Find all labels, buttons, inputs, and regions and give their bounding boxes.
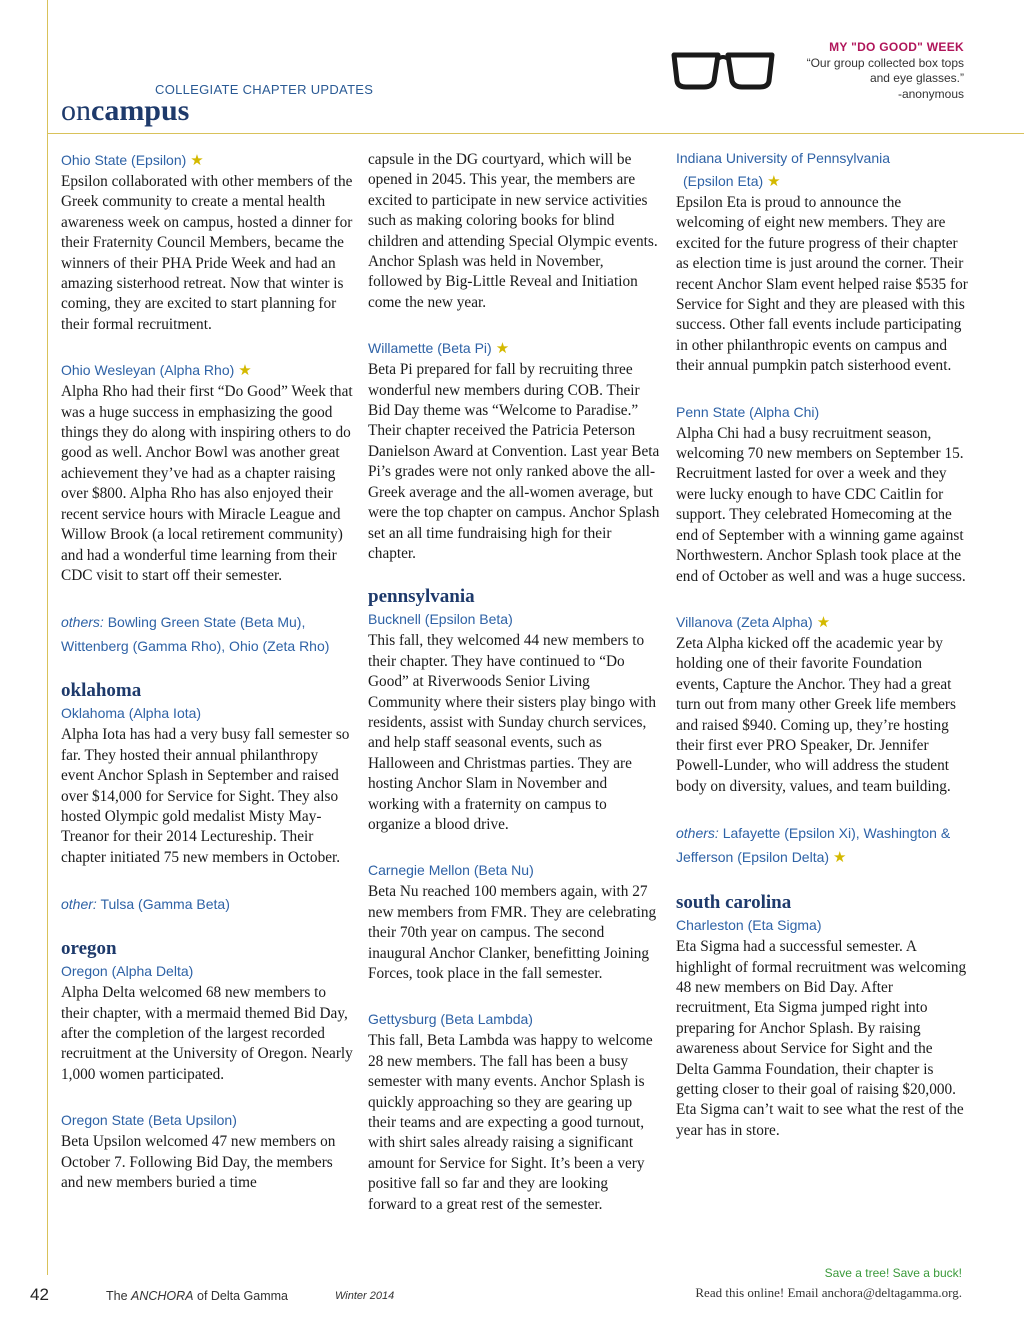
chapter-entry [676, 914, 968, 1141]
chapter-entry [61, 149, 353, 335]
chapter-body: Beta Nu reached 100 members again, with 27 new members from FMR. They are celebrating their 70th year on campus. The second inaugural Anchor Clanker, benefitting Joining Forces, took place in the fall semester. [368, 883, 657, 982]
chapter-body: Beta Pi prepared for fall by recruiting three wonderful new members during COB. Their Bid Day theme was “Welcome to Paradise.” Their chapter received the Patricia Peterson Danielson Award at Convention. Last year Beta Pi’s grades were not only ranked above the all-Greek average and the all-women average, but were the top chapter on campus. Anchor Splash set an all time fundraising high for their chapter. [368, 361, 660, 562]
chapter-heading: Oklahoma (Alpha Iota) [61, 705, 202, 722]
chapter-heading: Villanova (Zeta Alpha) ★ [676, 613, 831, 631]
chapter-body: Alpha Chi had a busy recruitment season, welcoming 70 new members on September 15. Recruitment lasted for over a week and they were lucky enough to have CDC Caitlin for support. They celebrated Homecoming at the end of September with a winning game against Northwestern. Anchor Splash took place at the end of October as well and was a huge success. [676, 424, 966, 585]
other-chapters: others: Lafayette (Epsilon Xi), Washington & Jefferson (Epsilon Delta) ★ [676, 825, 951, 867]
star-icon: ★ [190, 152, 204, 169]
chapter-heading: Penn State (Alpha Chi) [676, 403, 820, 420]
chapter-entry [676, 401, 968, 587]
quote-line: and eye glasses.” [869, 71, 964, 85]
chapter-body-continued: capsule in the DG courtyard, which will be opened in 2045. This year, the members are excited to participate in new service activities such as making coloring books for blind children and attending Special Olympic events. Anchor Splash was held in November, followed by Big-Little Reveal and Initiation come the new year. [368, 151, 658, 311]
chapter-heading: Ohio Wesleyan (Alpha Rho) ★ [61, 362, 252, 380]
eyeglasses-icon [670, 47, 776, 91]
chapter-entry [61, 702, 353, 868]
star-icon: ★ [767, 173, 781, 190]
star-icon: ★ [816, 613, 831, 631]
section-kicker: COLLEGIATE CHAPTER UPDATES [155, 82, 374, 97]
quote-line: “Our group collected box tops [806, 55, 964, 70]
chapter-entry [61, 1109, 353, 1193]
issue-season: Winter 2014 [335, 1290, 395, 1302]
chapter-heading: Gettysburg (Beta Lambda) [368, 1011, 533, 1028]
quote-author: -anonymous [897, 86, 964, 101]
chapter-heading: Bucknell (Epsilon Beta) [368, 611, 513, 628]
chapter-entry [676, 147, 968, 377]
star-icon: ★ [833, 849, 847, 867]
chapter-body: Zeta Alpha kicked off the academic year by holding one of their favorite Foundation events, Capture the Anchor. They had a great turn out from many other Greek life members and raised $940. Coming up, they’re hosting their first ever PRO Speaker, Dr. Jennifer Powell-Lunder, who will address the student body on diversity, values, and team building. [676, 634, 956, 795]
chapter-entry [368, 608, 660, 835]
page-title: oncampus [61, 94, 190, 127]
header-rule [47, 133, 1024, 134]
state-heading: pennsylvania [368, 586, 475, 608]
chapter-body: This fall, they welcomed 44 new members to their chapter. They have continued to “Do Good” at Riverwoods Senior Living Community where their sisters play bingo with residents, assist with Sunday church services, and help staff seasonal events, such as Halloween and Christmas parties. They are hosting Anchor Slam in November and working with a fraternity on campus to organize a blood drive. [368, 632, 657, 833]
column-3 [676, 147, 968, 1165]
chapter-heading: Ohio State (Epsilon) ★ [61, 152, 204, 169]
star-icon: ★ [495, 340, 510, 358]
chapter-heading: (Epsilon Eta) ★ [683, 173, 781, 190]
page-number: 42 [30, 1285, 49, 1304]
chapter-heading: Charleston (Eta Sigma) [676, 917, 822, 934]
chapter-heading: Indiana University of Pennsylvania [676, 150, 891, 166]
left-rule [47, 0, 48, 1275]
chapter-entry [676, 611, 968, 797]
other-chapters: other: Tulsa (Gamma Beta) [61, 896, 230, 913]
pull-quote [807, 40, 964, 102]
star-icon: ★ [238, 362, 252, 380]
chapter-entry [368, 1008, 660, 1215]
chapter-entry [61, 960, 353, 1085]
chapter-heading: Oregon State (Beta Upsilon) [61, 1112, 237, 1129]
chapter-body: Epsilon Eta is proud to announce the welcoming of eight new members. They are excited for the future progress of their chapter as election time is just around the corner. Their recent Anchor Slam event helped raise $535 for Service for Sight and they are pleased with this success. Other fall events include participating in other philanthropic events on campus and their annual pumpkin patch sisterhood event. [676, 194, 968, 375]
other-chapters: others: Bowling Green State (Beta Mu), Wittenberg (Gamma Rho), Ohio (Zeta Rho) [61, 614, 330, 655]
chapter-entry [61, 359, 353, 586]
chapter-entry [368, 337, 660, 564]
publication-title: The ANCHORA of Delta Gamma [106, 1289, 289, 1303]
column-2 [368, 150, 660, 1239]
chapter-body: Eta Sigma had a successful semester. A highlight of formal recruitment was welcoming 48 new members on Bid Day. After recruitment, Eta Sigma jumped right into preparing for Anchor Splash. By raising awareness about Service for Sight and the Delta Gamma Foundation, their chapter is getting closer to their goal of raising $20,000. Eta Sigma can’t wait to see what the rest of the year has in store. [676, 938, 967, 1139]
chapter-body: Epsilon collaborated with other members of the Greek community to create a mental health awareness week on campus, hosted a dinner for their Fraternity Council Members, became the winners of their PHA Pride Week and had an amazing sisterhood retreat. Now that winter is coming, they are excited to start planning for their formal recruitment. [61, 173, 353, 333]
chapter-body: Alpha Delta welcomed 68 new members to their chapter, with a mermaid themed Bid Day, after the completion of the largest recorded recruitment at the University of Oregon. Nearly 1,000 women participated. [61, 984, 353, 1083]
column-1 [61, 149, 353, 1217]
chapter-body: Beta Upsilon welcomed 47 new members on October 7. Following Bid Day, the members and new members buried a time [61, 1133, 336, 1191]
chapter-heading: Oregon (Alpha Delta) [61, 963, 194, 980]
quote-heading: MY "DO GOOD" WEEK [829, 40, 964, 54]
state-heading: south carolina [676, 892, 792, 914]
email-note: Read this online! Email anchora@deltagamma.org. [695, 1285, 962, 1300]
chapter-body: This fall, Beta Lambda was happy to welcome 28 new members. The fall has been a busy semester with many events. Anchor Splash is quickly approaching so they are gearing up their teams and are expecting a good turnout, with shirt sales already raising a significant amount for Service for Sight. It’s been a very positive fall so far and they are looking forward to a great rest of the semester. [368, 1032, 653, 1213]
state-heading: oklahoma [61, 680, 142, 702]
save-tree-note: Save a tree! Save a buck! [824, 1266, 962, 1280]
state-heading: oregon [61, 938, 117, 960]
chapter-heading: Willamette (Beta Pi) ★ [368, 340, 510, 358]
chapter-body: Alpha Rho had their first “Do Good” Week that was a huge success in emphasizing the good things they do along with inspiring others to do good as well. Anchor Bowl was another great achievement they’ve had as a chapter raising over $800. Alpha Rho has also enjoyed their recent service hours with Miracle League and Willow Brook (a local retirement community) and had a wonderful time learning from their CDC visit to start off their semester. [61, 383, 353, 584]
chapter-body: Alpha Iota has had a very busy fall semester so far. They hosted their annual philanthropy event Anchor Splash in September and raised over $14,000 for Service for Sight. They also hosted Olympic gold medalist Misty May-Treanor for their 2014 Lectureship. Their chapter initiated 75 new members in October. [61, 726, 350, 866]
chapter-entry [368, 859, 660, 984]
chapter-heading: Carnegie Mellon (Beta Nu) [368, 862, 534, 879]
